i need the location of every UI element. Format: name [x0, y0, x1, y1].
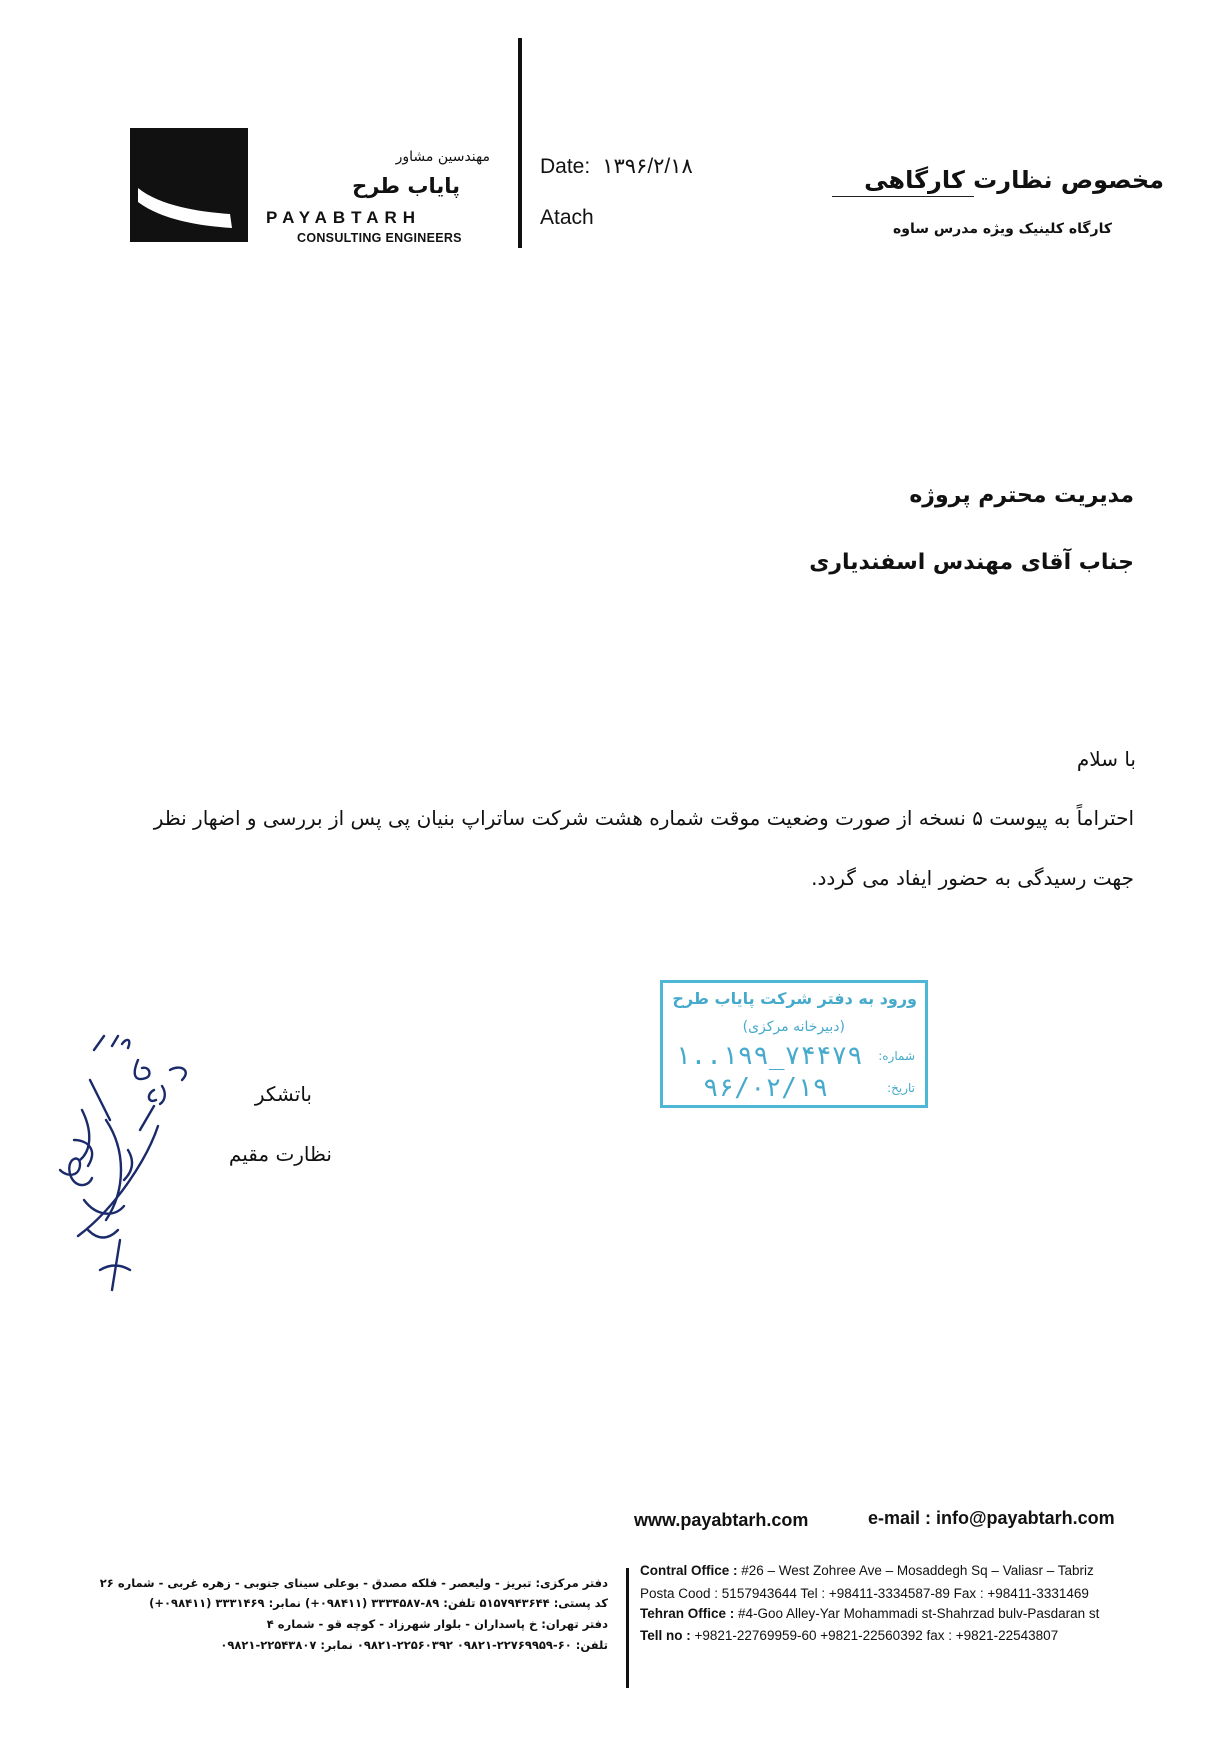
footer-website: www.payabtarh.com: [634, 1510, 809, 1530]
central-office-address: #26 – West Zohree Ave – Mosaddegh Sq – Valiasr – Tabriz: [737, 1563, 1094, 1578]
stamp-date-value: ۹۶/۰۲/۱۹: [703, 1073, 829, 1103]
brand-name-persian-small: مهندسین مشاور: [395, 149, 490, 165]
receipt-stamp: [660, 980, 928, 1108]
footer-email: e-mail : info@payabtarh.com: [868, 1508, 1115, 1528]
recipient-line-2: جناب آقای مهندس اسفندیاری: [809, 550, 1134, 575]
stamp-number-label: شماره:: [878, 1049, 915, 1063]
tehran-office-address: #4-Goo Alley-Yar Mohammadi st-Shahrzad bulv-Pasdaran st: [734, 1606, 1100, 1621]
body-line-2: جهت رسیدگی به حضور ایفاد می گردد.: [811, 866, 1134, 890]
brand-subtitle-english: CONSULTING ENGINEERS: [297, 231, 462, 245]
tell-label: Tell no :: [640, 1628, 691, 1643]
site-title-underline: [832, 196, 974, 197]
header-divider: [518, 38, 522, 248]
footer-english-line-4: [640, 1628, 1058, 1643]
site-supervision-title: مخصوص نظارت کارگاهی: [864, 166, 1164, 194]
footer-persian-line-3: دفتر تهران: خ پاسداران - بلوار شهرزاد - کوچه قو - شماره ۴: [266, 1617, 608, 1631]
stamp-subtitle: (دبیرخانه مرکزی): [742, 1019, 845, 1035]
attach-label: Atach: [540, 206, 594, 229]
handwritten-signature: [30, 1030, 200, 1300]
body-line-1: احتراماً به پیوست ۵ نسخه از صورت وضعیت موقت شماره هشت شرکت ساتراپ بنیان پی پس از بررسی و اضهار نظر: [153, 806, 1134, 830]
stamp-date-label: تاریخ:: [887, 1081, 915, 1095]
central-office-label: Contral Office :: [640, 1563, 738, 1578]
closing-thanks: باتشکر: [254, 1082, 312, 1106]
date-value: ۱۳۹۶/۲/۱۸: [602, 155, 693, 178]
stamp-title: ورود به دفتر شرکت پایاب طرح: [672, 989, 917, 1008]
greeting: با سلام: [1076, 747, 1136, 771]
recipient-line-1: مدیریت محترم پروژه: [909, 483, 1134, 508]
brand-name-english: PAYABTARH: [266, 208, 422, 227]
tell-numbers: +9821-22769959-60 +9821-22560392 fax : +9821-22543807: [690, 1628, 1059, 1643]
footer-divider: [626, 1568, 629, 1688]
date-label: Date:: [540, 155, 591, 178]
footer-persian-line-2: کد پستی: ۵۱۵۷۹۴۳۶۴۴ تلفن: ۸۹-۳۳۳۴۵۸۷ (۰۹۸۴۱۱+) نمابر: ۳۳۳۱۴۶۹ (۰۹۸۴۱۱+): [149, 1596, 608, 1610]
brand-name-persian: پایاب طرح: [352, 174, 460, 198]
stamp-number-value: ۱..۱۹۹_۷۴۴۷۹: [675, 1041, 863, 1071]
footer-english-line-2: Posta Cood : 5157943644 Tel : +98411-3334587-89 Fax : +98411-3331469: [640, 1586, 1089, 1601]
company-logo: [130, 128, 248, 242]
footer-persian-line-4: تلفن: ۶۰-۲۲۷۶۹۹۵۹-۰۹۸۲۱ ۲۲۵۶۰۳۹۲-۰۹۸۲۱ نمابر: ۲۲۵۴۳۸۰۷-۰۹۸۲۱: [220, 1638, 608, 1652]
closing-signoff: نظارت مقیم: [228, 1142, 332, 1166]
site-subtitle: کارگاه کلینیک ویژه مدرس ساوه: [892, 221, 1112, 237]
footer-english-line-3: [640, 1606, 1099, 1621]
footer-english-line-1: [640, 1563, 1094, 1578]
date-row: [540, 154, 693, 179]
tehran-office-label: Tehran Office :: [640, 1606, 735, 1621]
footer-persian-line-1: دفتر مرکزی: تبریز - ولیعصر - فلکه مصدق - بوعلی سینای جنوبی - زهره غربی - شماره ۲۶: [99, 1576, 608, 1590]
